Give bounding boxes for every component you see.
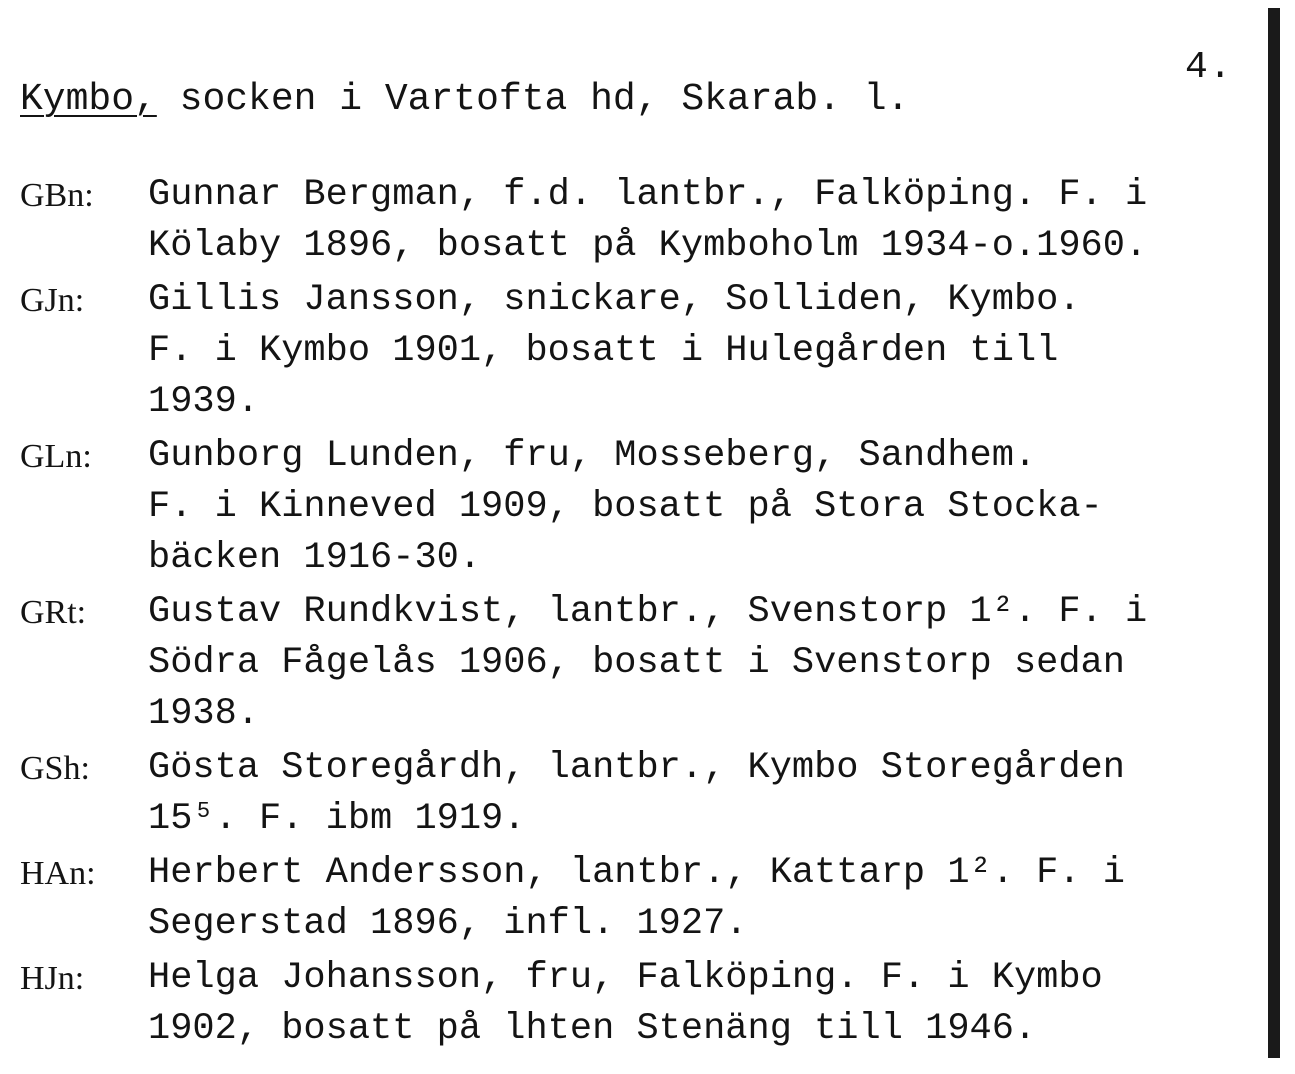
text-line: Gunborg Lunden, fru, Mosseberg, Sandhem.: [148, 435, 1037, 477]
text-line: 15⁵. F. ibm 1919.: [148, 798, 526, 840]
informant-list: [20, 170, 1260, 1058]
text-line: 1938.: [148, 693, 260, 735]
informant-entry: [20, 848, 1260, 950]
text-line: Gustav Rundkvist, lantbr., Svenstorp 1². F. i: [148, 591, 1148, 633]
informant-text: [148, 431, 1260, 584]
informant-entry: [20, 431, 1260, 584]
informant-text: [148, 587, 1260, 740]
text-line: F. i Kinneved 1909, bosatt på Stora Stocka-: [148, 486, 1103, 528]
informant-entry: [20, 587, 1260, 740]
informant-code: GRt:: [20, 594, 87, 631]
informant-code: GBn:: [20, 177, 94, 214]
informant-text: [148, 275, 1260, 428]
informant-code: GJn:: [20, 282, 85, 319]
text-line: 1939.: [148, 381, 260, 423]
card-header: [20, 78, 909, 121]
informant-text: [148, 953, 1260, 1055]
text-line: Segerstad 1896, infl. 1927.: [148, 903, 748, 945]
informant-text: [148, 848, 1260, 950]
text-line: Helga Johansson, fru, Falköping. F. i Kymbo: [148, 957, 1103, 999]
text-line: Gösta Storegårdh, lantbr., Kymbo Storegården: [148, 747, 1125, 789]
informant-code: HJn:: [20, 960, 85, 997]
informant-entry: [20, 953, 1260, 1055]
page-number: 4.: [1185, 46, 1233, 89]
informant-entry: [20, 275, 1260, 428]
parish-name: Kymbo,: [20, 78, 157, 121]
text-line: Kölaby 1896, bosatt på Kymboholm 1934-o.1960.: [148, 225, 1148, 267]
text-line: bäcken 1916-30.: [148, 537, 482, 579]
text-line: Gunnar Bergman, f.d. lantbr., Falköping. F. i: [148, 174, 1148, 216]
text-line: Södra Fågelås 1906, bosatt i Svenstorp sedan: [148, 642, 1125, 684]
informant-entry: [20, 170, 1260, 272]
text-line: 1902, bosatt på lhten Stenäng till 1946.: [148, 1008, 1037, 1050]
card-edge-shadow: [1268, 8, 1280, 1058]
text-line: Herbert Andersson, lantbr., Kattarp 1². F. i: [148, 852, 1125, 894]
informant-text: [148, 170, 1260, 272]
parish-description: socken i Vartofta hd, Skarab. l.: [179, 78, 910, 121]
text-line: F. i Kymbo 1901, bosatt i Hulegården till: [148, 330, 1059, 372]
informant-text: [148, 743, 1260, 845]
informant-entry: [20, 743, 1260, 845]
informant-code: GSh:: [20, 750, 90, 787]
informant-code: GLn:: [20, 438, 92, 475]
informant-code: HAn:: [20, 855, 96, 892]
text-line: Gillis Jansson, snickare, Solliden, Kymbo.: [148, 279, 1081, 321]
